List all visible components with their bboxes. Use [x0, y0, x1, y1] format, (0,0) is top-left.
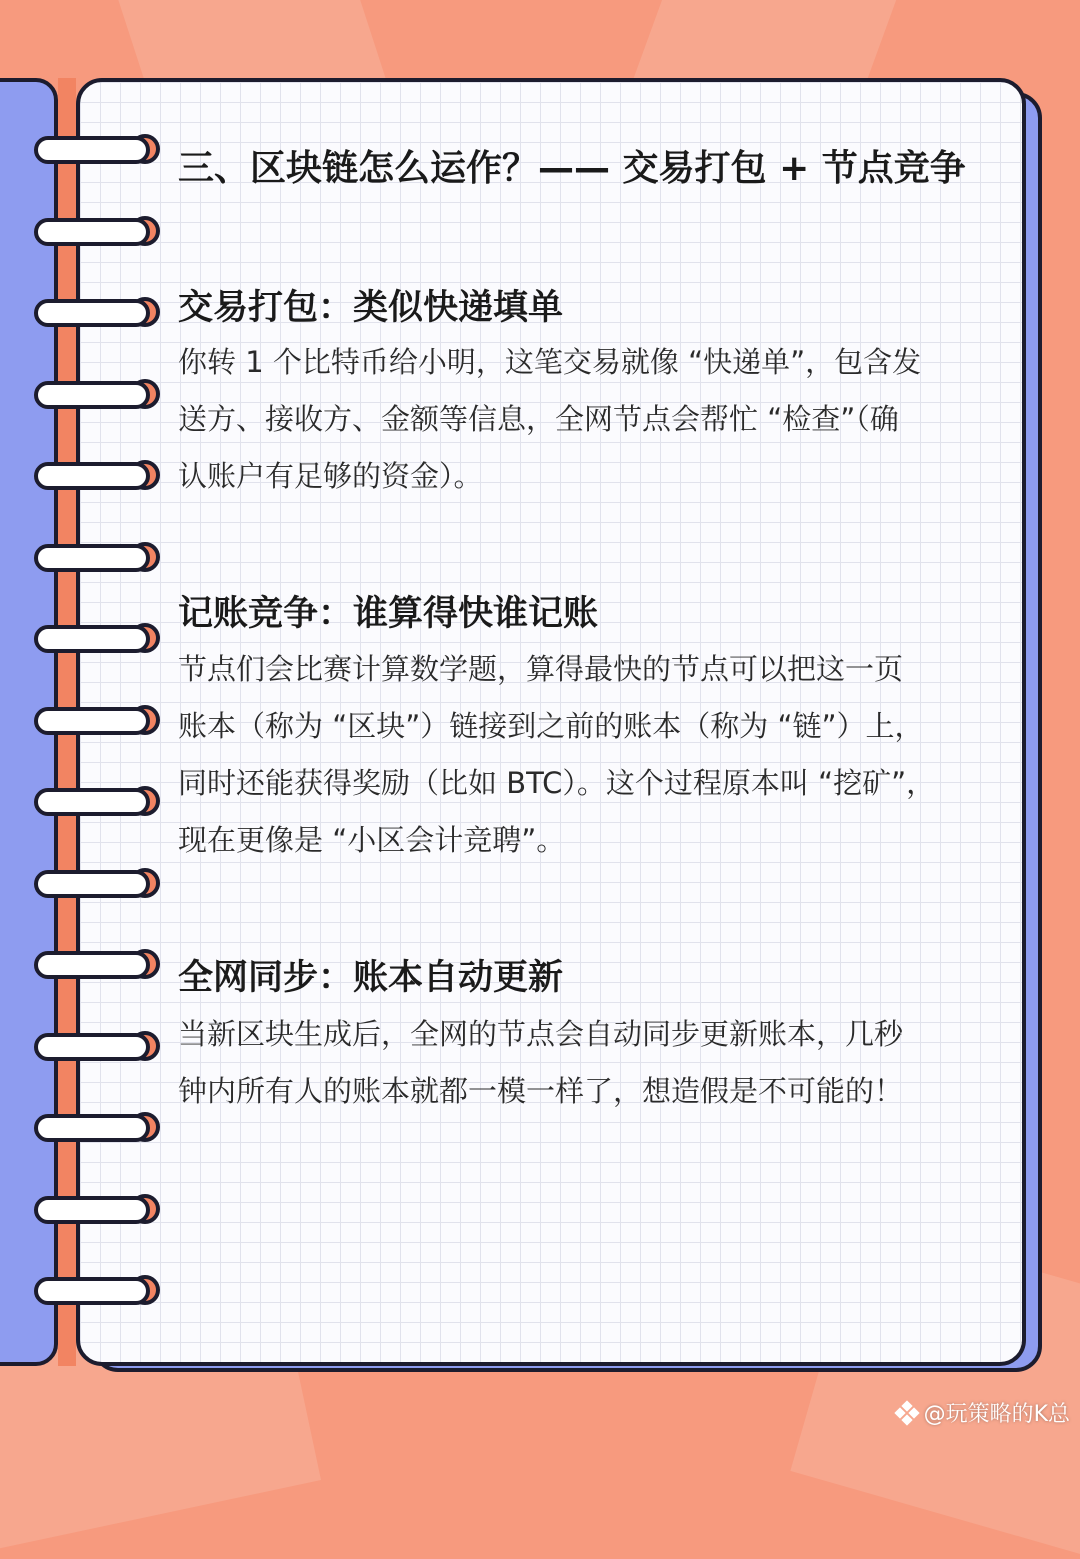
- diamond-logo-icon: [896, 1402, 918, 1424]
- binding-wire: [34, 462, 150, 490]
- binding-ring: [34, 377, 154, 417]
- binding-ring: [34, 947, 154, 987]
- binding-ring: [34, 703, 154, 743]
- binding-ring: [34, 784, 154, 824]
- binding-ring: [34, 866, 154, 906]
- body-line: 钟内所有人的账本就都一模一样了，想造假是不可能的！: [178, 1074, 904, 1108]
- binding-wire: [34, 1033, 150, 1061]
- binding-ring: [34, 132, 154, 172]
- binding-ring: [34, 295, 154, 335]
- binding-ring: [34, 621, 154, 661]
- binding-ring: [34, 1273, 154, 1313]
- binding-wire: [34, 625, 150, 653]
- binding-ring: [34, 1029, 154, 1069]
- section-body-bookkeeping-competition: [178, 641, 983, 869]
- watermark: [896, 1397, 1070, 1428]
- binding-wire: [34, 707, 150, 735]
- binding-ring: [34, 214, 154, 254]
- binding-wire: [34, 136, 150, 164]
- binding-wire: [34, 951, 150, 979]
- binding-wire: [34, 218, 150, 246]
- body-line: 送方、接收方、金额等信息，全网节点会帮忙 “检查”（确: [178, 402, 899, 436]
- body-line: 节点们会比赛计算数学题，算得最快的节点可以把这一页: [178, 652, 904, 686]
- body-line: 你转 1 个比特币给小明，这笔交易就像 “快递单”，包含发: [178, 345, 922, 379]
- section-title-bookkeeping-competition: 记账竞争：谁算得快谁记账: [178, 594, 599, 634]
- section-body-transaction-packing: [178, 334, 983, 505]
- binding-ring: [34, 1110, 154, 1150]
- binding-ring: [34, 540, 154, 580]
- binding-ring: [34, 458, 154, 498]
- body-line: 现在更像是 “小区会计竞聘”。: [178, 823, 566, 857]
- binding-wire: [34, 1277, 150, 1305]
- binding-wire: [34, 381, 150, 409]
- binding-wire: [34, 1114, 150, 1142]
- body-line: 账本（称为 “区块”）链接到之前的账本（称为 “链”）上，: [178, 709, 924, 743]
- body-line: 同时还能获得奖励（比如 BTC）。这个过程原本叫 “挖矿”，: [178, 766, 936, 800]
- binding-wire: [34, 788, 150, 816]
- binding-wire: [34, 1196, 150, 1224]
- binding-wire: [34, 544, 150, 572]
- page-title: 三、区块链怎么运作？—— 交易打包 + 节点竞争: [178, 148, 966, 189]
- watermark-text: @玩策略的K总: [923, 1402, 1070, 1427]
- body-line: 认账户有足够的资金）。: [178, 459, 483, 493]
- section-title-transaction-packing: 交易打包：类似快递填单: [178, 288, 564, 328]
- binding-ring: [34, 1192, 154, 1232]
- section-body-network-sync: [178, 1006, 983, 1120]
- section-title-network-sync: 全网同步：账本自动更新: [178, 958, 564, 998]
- binding-wire: [34, 870, 150, 898]
- binding-wire: [34, 299, 150, 327]
- body-line: 当新区块生成后，全网的节点会自动同步更新账本，几秒: [178, 1017, 904, 1051]
